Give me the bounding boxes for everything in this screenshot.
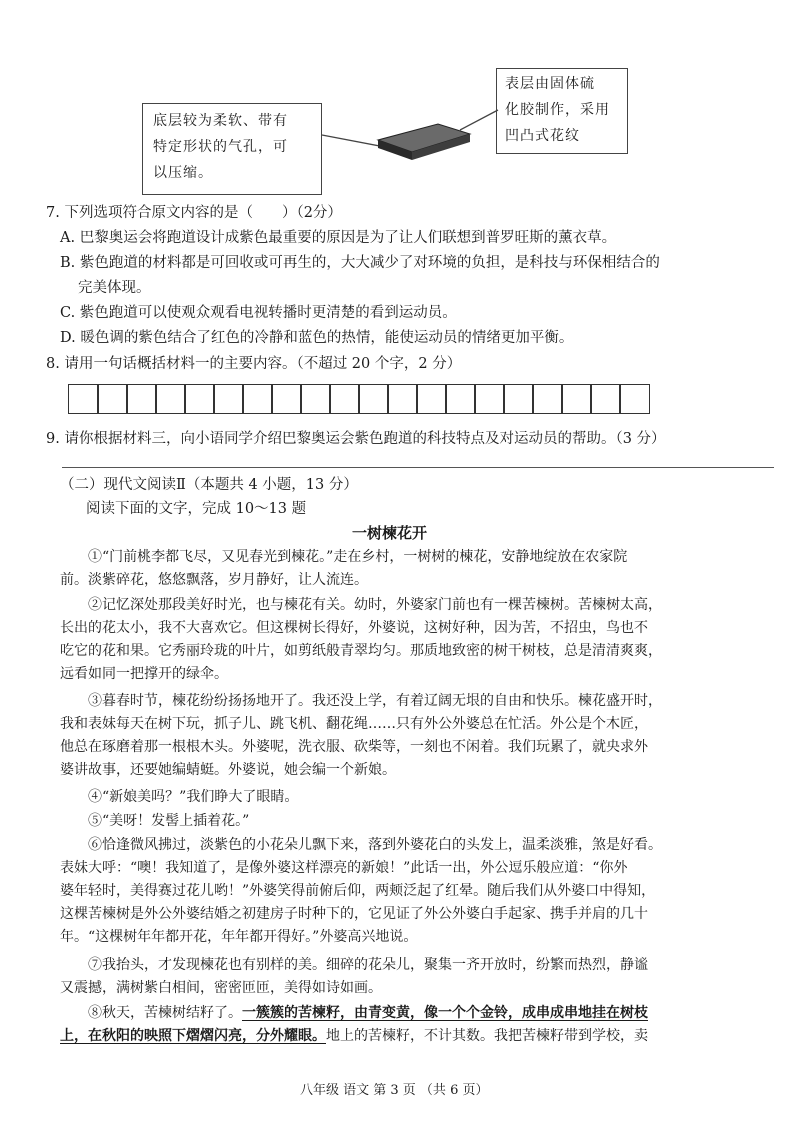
q8-answer-cell[interactable] [184,384,215,414]
q8-answer-cell[interactable] [619,384,650,414]
q8-answer-cell[interactable] [503,384,534,414]
essay-paragraph-7 [60,954,760,1000]
essay-title: 一树楝花开 [352,524,428,542]
right-callout-box [496,68,628,154]
q8-answer-cell[interactable] [242,384,273,414]
q8-answer-cell[interactable] [416,384,447,414]
p2-line-1: ②记忆深处那段美好时光，也与楝花有关。幼时，外婆家门前也有一棵苦楝树。苦楝树太高， [88,597,662,613]
right-callout-line-3: 凹凸式花纹 [505,128,580,144]
q8-answer-cell[interactable] [532,384,563,414]
q8-answer-cell[interactable] [445,384,476,414]
p8-underlined-1: 一簇簇的苦楝籽，由青变黄，像一个个金铃，成串成串地挂在树枝 [242,1005,648,1021]
p6-line-4: 这棵苦楝树是外公外婆结婚之初建房子时种下的，它见证了外公外婆白手起家、携手并肩的几十 [60,906,648,922]
p1-line-1: ①“门前桃李都飞尽，又见春光到楝花。”走在乡村，一树树的楝花，安静地绽放在农家院 [88,549,628,565]
q7-option-c: C. 紫色跑道可以使观众观看电视转播时更清楚的看到运动员。 [60,305,457,321]
p8-underlined-2: 上，在秋阳的映照下熠熠闪亮，分外耀眼。 [60,1028,326,1044]
q8-answer-cell[interactable] [329,384,360,414]
essay-paragraph-3 [60,690,760,782]
q7-option-d: D. 暖色调的紫色结合了红色的冷静和蓝色的热情，能使运动员的情绪更加平衡。 [60,330,574,346]
essay-paragraph-5 [60,810,760,833]
left-callout-line-3: 以压缩。 [153,165,213,181]
p7-line-2: 又震撼，满树紫白相间，密密匝匝，美得如诗如画。 [60,980,382,996]
left-callout-line-2: 特定形状的气孔，可 [153,139,288,155]
p7-line-1: ⑦我抬头，才发现楝花也有别样的美。细碎的花朵儿，聚集一齐开放时，纷繁而热烈，静谧 [88,957,648,973]
left-callout-line-1: 底层较为柔软、带有 [153,113,288,129]
q8-answer-cell[interactable] [155,384,186,414]
q8-answer-cell[interactable] [300,384,331,414]
q7-option-b: B. 紫色跑道的材料都是可回收或可再生的，大大减少了对环境的负担，是科技与环保相结合的 [60,255,660,271]
right-callout-line-1: 表层由固体硫 [505,76,595,92]
left-callout-box [142,103,322,195]
p4-line-1: ④“新娘美吗？”我们睁大了眼睛。 [88,789,299,805]
essay-paragraph-6 [60,834,760,949]
q7-option-b-cont: 完美体现。 [78,280,151,296]
q8-answer-cell[interactable] [474,384,505,414]
q8-answer-cell[interactable] [271,384,302,414]
q8-answer-cell[interactable] [97,384,128,414]
p8-tail: 地上的苦楝籽，不计其数。我把苦楝籽带到学校，卖 [326,1028,648,1044]
p6-line-1: ⑥恰逢微风拂过，淡紫色的小花朵儿飘下来，落到外婆花白的头发上，温柔淡雅，煞是好看。 [88,837,662,853]
essay-paragraph-2 [60,594,760,686]
track-material-illustration [320,90,500,190]
p3-line-3: 他总在琢磨着那一根根木头。外婆呢，洗衣服、砍柴等，一刻也不闲着。我们玩累了，就央求外 [60,739,648,755]
p8-lead: ⑧秋天，苦楝树结籽了。 [88,1005,242,1021]
q7-option-a: A. 巴黎奥运会将跑道设计成紫色最重要的原因是为了让人们联想到普罗旺斯的薰衣草。 [60,230,617,246]
right-leader-line [460,110,498,130]
p2-line-4: 远看如同一把撑开的绿伞。 [60,666,228,682]
q8-answer-grid[interactable] [68,384,648,414]
p3-line-1: ③暮春时节，楝花纷纷扬扬地开了。我还没上学，有着辽阔无垠的自由和快乐。楝花盛开时， [88,693,662,709]
page-footer: 八年级 语文 第 3 页 （共 6 页） [300,1083,489,1098]
p3-line-2: 我和表妹每天在树下玩，抓子儿、跳飞机、翻花绳……只有外公外婆总在忙活。外公是个木匠， [60,716,648,732]
q8-answer-cell[interactable] [590,384,621,414]
q8-answer-cell[interactable] [561,384,592,414]
q9-stem: 9. 请你根据材料三，向小语同学介绍巴黎奥运会紫色跑道的科技特点及对运动员的帮助。（3 分） [46,431,666,447]
essay-paragraph-1 [60,546,760,592]
q8-answer-cell[interactable] [213,384,244,414]
q8-answer-cell[interactable] [68,384,99,414]
p2-line-3: 吃它的花和果。它秀丽玲珑的叶片，如剪纸般青翠均匀。那质地致密的树干树枝，总是清清爽爽， [60,643,662,659]
p6-line-3: 婆年轻时，美得赛过花儿哟！”外婆笑得前俯后仰，两颊泛起了红晕。随后我们从外婆口中得知， [60,883,656,899]
p3-line-4: 婆讲故事，还要她编蜻蜓。外婆说，她会编一个新娘。 [60,762,396,778]
p2-line-2: 长出的花太小，我不大喜欢它。但这棵树长得好，外婆说，这树好种，因为苦，不招虫，鸟也不 [60,620,648,636]
p6-line-5: 年。“这棵树年年都开花，年年都开得好。”外婆高兴地说。 [60,929,418,945]
p1-line-2: 前。淡紫碎花，悠悠飘落，岁月静好，让人流连。 [60,572,368,588]
q8-answer-cell[interactable] [387,384,418,414]
q7-stem: 7. 下列选项符合原文内容的是（ ）（2分） [46,205,342,221]
q8-answer-cell[interactable] [358,384,389,414]
essay-paragraph-8 [60,1002,760,1048]
section2-heading: （二）现代文阅读Ⅱ（本题共 4 小题，13 分） [60,477,358,493]
p6-line-2: 表妹大呼：“噢！我知道了，是像外婆这样漂亮的新娘！”此话一出，外公逗乐般应道：“你外 [60,860,628,876]
right-callout-line-2: 化胶制作，采用 [505,102,610,118]
p5-line-1: ⑤“美呀！发髻上插着花。” [88,813,250,829]
essay-paragraph-4 [60,786,760,809]
section2-instruction: 阅读下面的文字，完成 10～13 题 [86,501,307,517]
q8-stem: 8. 请用一句话概括材料一的主要内容。（不超过 20 个字，2 分） [46,356,462,372]
section-divider [62,467,774,468]
q8-answer-cell[interactable] [126,384,157,414]
